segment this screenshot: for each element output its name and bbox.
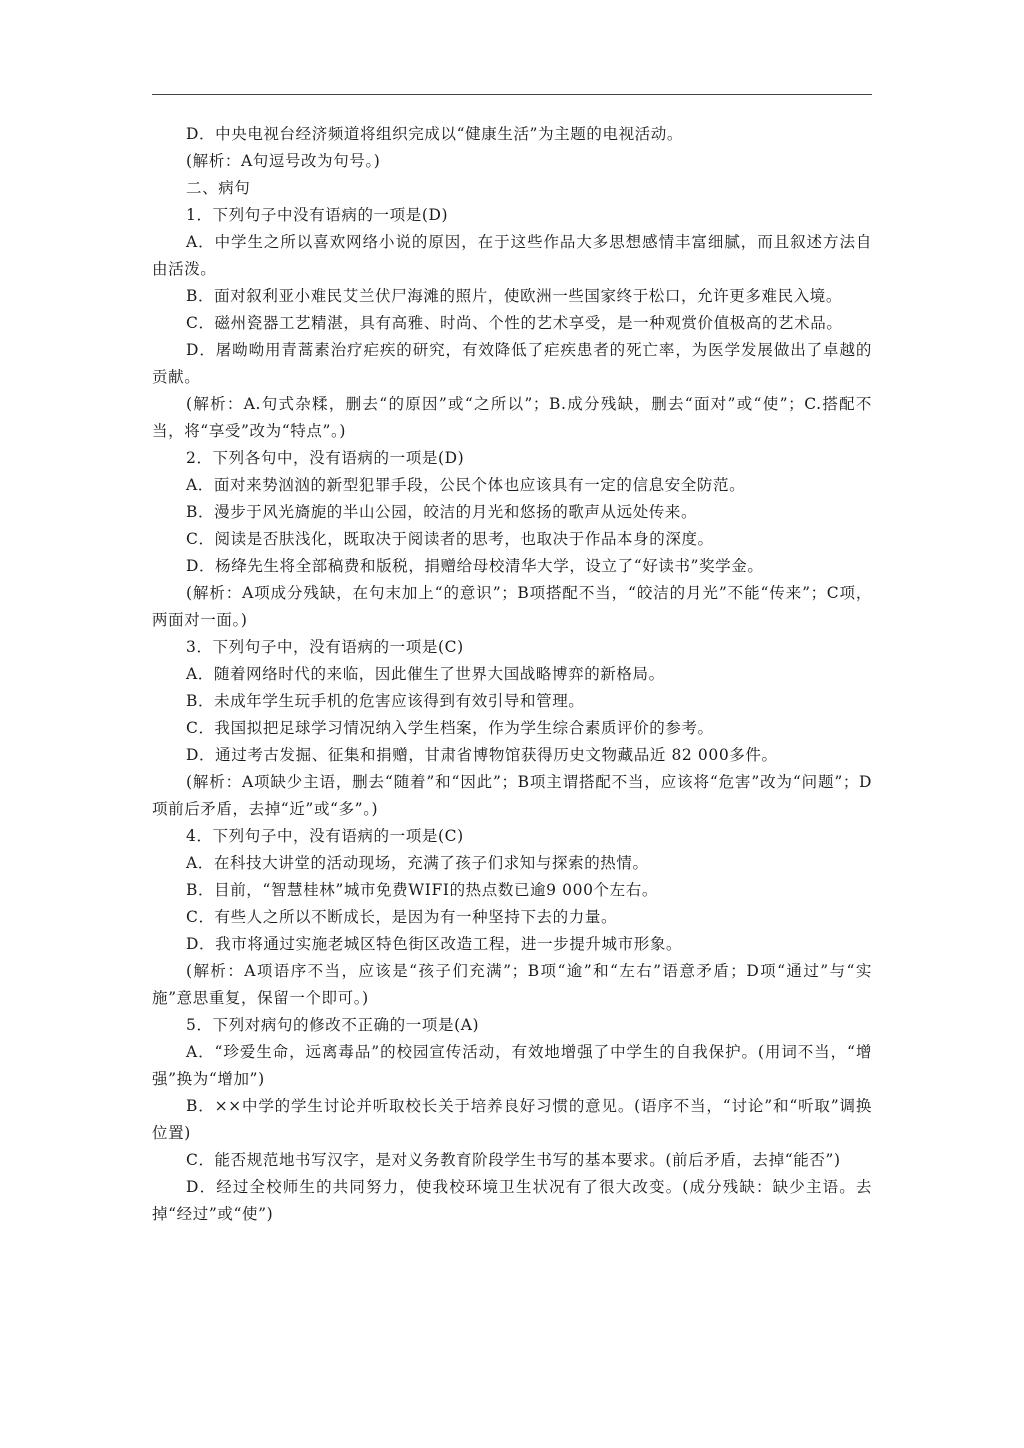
option: D．杨绛先生将全部稿费和版税，捐赠给母校清华大学，设立了“好读书”奖学金。 [186,557,764,575]
option: D．我市将通过实施老城区特色街区改造工程，进一步提升城市形象。 [186,935,683,953]
option: B．漫步于风光旖旎的半山公园，皎洁的月光和悠扬的歌声从远处传来。 [186,503,698,521]
option: C．磁州瓷器工艺精湛，具有高雅、时尚、个性的艺术享受，是一种观赏价值极高的艺术品。 [186,314,843,332]
paragraph: (解析：A句逗号改为句号。) [186,152,381,170]
option: A．在科技大讲堂的活动现场，充满了孩子们求知与探索的热情。 [186,854,649,872]
question-stem: 4．下列句子中，没有语病的一项是(C) [186,827,464,845]
header-rule [152,94,872,95]
explanation: (解析：A项成分残缺，在句末加上“的意识”；B项搭配不当，“皎洁的月光”不能“传来”；C项，两面对一面。) [152,584,872,629]
option: C．能否规范地书写汉字，是对义务教育阶段学生书写的基本要求。(前后矛盾，去掉“能否”) [186,1151,841,1169]
option: A．中学生之所以喜欢网络小说的原因，在于这些作品大多思想感情丰富细腻，而且叙述方法自由活泼。 [152,233,872,278]
option: B．面对叙利亚小难民艾兰伏尸海滩的照片，使欧洲一些国家终于松口，允许更多难民入境。 [186,287,842,305]
option: B．××中学的学生讨论并听取校长关于培养良好习惯的意见。(语序不当，“讨论”和“听取”调换位置) [152,1097,872,1142]
question-stem: 5．下列对病句的修改不正确的一项是(A) [186,1016,480,1034]
option: D．经过全校师生的共同努力，使我校环境卫生状况有了很大改变。(成分残缺：缺少主语。去掉“经过”或“使”) [152,1178,872,1223]
option: A．随着网络时代的来临，因此催生了世界大国战略博弈的新格局。 [186,665,665,683]
option: C．阅读是否肤浅化，既取决于阅读者的思考，也取决于作品本身的深度。 [186,530,714,548]
option: D．通过考古发掘、征集和捐赠，甘肃省博物馆获得历史文物藏品近 82 000多件。 [186,746,778,764]
option: C．有些人之所以不断成长，是因为有一种坚持下去的力量。 [186,908,618,926]
explanation: (解析：A.句式杂糅，删去“的原因”或“之所以”；B.成分残缺，删去“面对”或“使”；C.搭配不当，将“享受”改为“特点”。) [152,395,872,440]
option: C．我国拟把足球学习情况纳入学生档案，作为学生综合素质评价的参考。 [186,719,714,737]
section-heading: 二、病句 [186,179,251,197]
document-body [152,121,872,1228]
question-stem: 2．下列各句中，没有语病的一项是(D) [186,449,465,467]
paragraph: D．中央电视台经济频道将组织完成以“健康生活”为主题的电视活动。 [186,125,683,143]
option: B．未成年学生玩手机的危害应该得到有效引导和管理。 [186,692,585,710]
option: B．目前，“智慧桂林”城市免费WIFI的热点数已逾9 000个左右。 [186,881,658,899]
option: A．“珍爱生命，远离毒品”的校园宣传活动，有效地增强了中学生的自我保护。(用词不当，“增强”换为“增加”) [152,1043,872,1088]
option: D．屠呦呦用青蒿素治疗疟疾的研究，有效降低了疟疾患者的死亡率，为医学发展做出了卓越的贡献。 [152,341,872,386]
option: A．面对来势汹汹的新型犯罪手段，公民个体也应该具有一定的信息安全防范。 [186,476,746,494]
explanation: (解析：A项语序不当，应该是“孩子们充满”；B项“逾”和“左右”语意矛盾；D项“通过”与“实施”意思重复，保留一个即可。) [152,962,872,1007]
explanation: (解析：A项缺少主语，删去“随着”和“因此”；B项主谓搭配不当，应该将“危害”改为“问题”；D项前后矛盾，去掉“近”或“多”。) [152,773,872,818]
question-stem: 1．下列句子中没有语病的一项是(D) [186,206,449,224]
question-stem: 3．下列句子中，没有语病的一项是(C) [186,638,464,656]
